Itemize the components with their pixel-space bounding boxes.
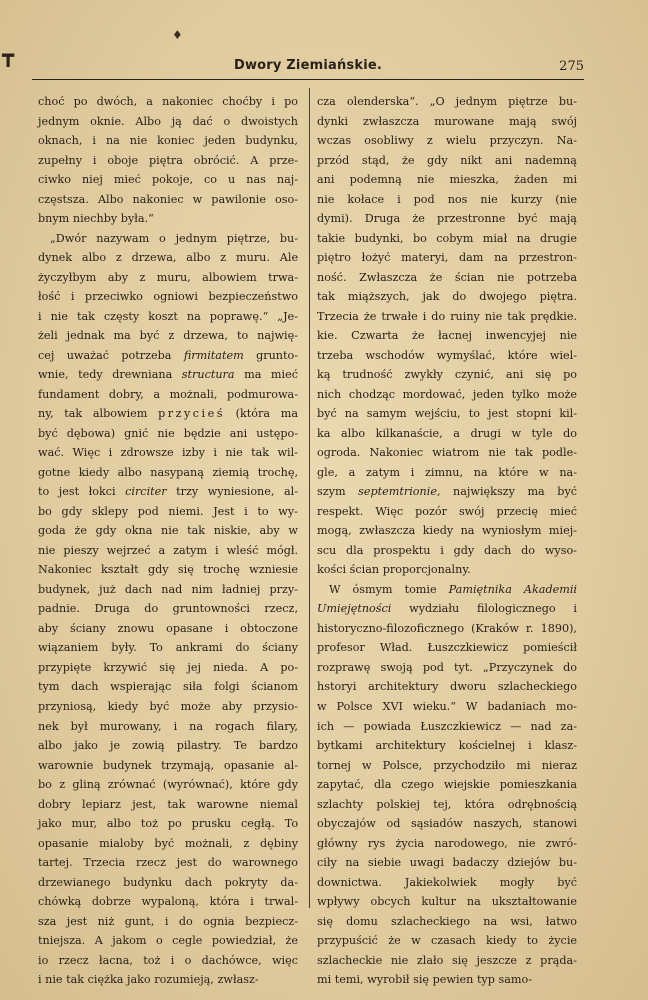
text-line: ich — powiada Łuszczkiewicz — nad za- [317, 719, 578, 733]
text-line: fundament dobry, a możnali, podmurowa- [38, 387, 298, 401]
text-line: oknach, i na nie koniec jeden budynku, [38, 134, 298, 148]
text-line: dymi). Druga że przestronne być mają [317, 212, 577, 226]
text-line: ką trudność zwykły czynić, ani się po [317, 368, 578, 382]
text-line: bytkami architektury kościelnej i klasz- [317, 739, 578, 753]
text-line: dynki zwłaszcza murowane mają swój [317, 114, 578, 128]
text-line: szym septemtrionie, największy ma być [317, 485, 578, 499]
text-line: dobry lepiarz jest, tak warowne niemal [38, 797, 298, 811]
text-line: kości ścian proporcjonalny. [317, 563, 471, 577]
text-line: przypuścić że w czasach kiedy to życie [317, 934, 578, 948]
left-column [38, 92, 298, 990]
text-line: wnie, tedy drewniana structura ma mieć [38, 368, 298, 382]
text-line: budynek, już dach nad nim ładniej przy- [38, 582, 298, 596]
text-line: bnym niechby była.“ [38, 212, 154, 226]
text-line: piętro łożyć materyi, dam na przestron- [317, 251, 577, 265]
text-line: trzeba wschodów wymyślać, które wiel- [317, 348, 578, 362]
text-line: W ósmym tomie Pamiętnika Akademii [329, 582, 577, 596]
text-line: tym dach wspierając siła folgi ścianom [38, 680, 299, 694]
text-line: wpływy obcych kultur na ukształtowanie [317, 895, 577, 909]
text-line: wać. Więc i zdrowsze izby i nie tak wil- [38, 446, 298, 460]
text-line: główny rys życia narodowego, nie zwró- [317, 836, 577, 850]
text-line: albo jako je zowią pilastry. Te bardzo [38, 739, 299, 753]
text-line: aby ściany znowu opasane i obtoczone [38, 621, 299, 635]
text-line: jednym oknie. Albo ją dać o dwoistych [38, 114, 299, 128]
right-column [317, 92, 577, 990]
text-line: tak miąższych, jak do dwojego piętra. [317, 290, 578, 304]
text-line: mogą, zwłaszcza kiedy na wyniosłym miej- [317, 524, 577, 538]
text-line: nich chodząc mordować, jeden tylko może [317, 387, 577, 401]
text-line: zupełny i oboje piętra obrócić. A prze- [38, 153, 299, 167]
text-line: tartej. Trzecia rzecz jest do warownego [38, 856, 298, 870]
text-line: cej uważać potrzeba firmitatem grunto- [38, 348, 298, 362]
text-line: i nie tak ciężka jako rozumieją, zwłasz- [38, 973, 259, 987]
text-line: ani podemną nie mieszka, żaden mi [317, 173, 578, 187]
text-line: bo gdy sklepy pod niemi. Jest i to wy- [38, 504, 298, 518]
ink-spot: ♦ [172, 28, 183, 42]
text-line: io rzecz łacna, toż i o dachówce, więc [38, 953, 299, 967]
text-line: rozprawę swoją pod tyt. „Przyczynek do [317, 660, 578, 674]
margin-stamp-mark: ┳ [2, 43, 15, 67]
page-header [32, 58, 584, 78]
text-line: częstsza. Albo nakoniec w pawilonie oso- [38, 192, 299, 206]
text-line: się domu szlacheckiego na wsi, łatwo [317, 914, 578, 928]
text-line: tniejsza. A jakom o cegle powiedział, że [38, 934, 298, 948]
text-line: respekt. Więc pozór swój przecię mieć [317, 504, 578, 518]
text-line: opasanie mialoby być możnali, z dębiny [38, 836, 299, 850]
text-line: zapytać, dla czego wiejskie pomieszkania [317, 778, 577, 792]
text-line: bo z gliną zrównać (wyrównać), które gdy [38, 778, 299, 792]
text-line: Nakoniec kształt gdy się trochę wzniesie [38, 563, 298, 577]
text-line: goda że gdy okna nie tak niskie, aby w [38, 524, 298, 538]
text-line: ność. Zwłaszcza że ścian nie potrzeba [317, 270, 578, 284]
text-line: cza olenderska“. „O jednym piętrze bu- [317, 95, 577, 108]
text-line: warownie budynek trzymają, opasanie al- [38, 758, 298, 772]
text-line: scu dla prospektu i gdy dach do wyso- [317, 543, 577, 557]
text-line: ka albo kilkanaście, a drugi w tyle do [317, 426, 577, 440]
text-line: przypięte krzywić się jej nieda. A po- [38, 660, 298, 674]
text-line: padnie. Druga do gruntowności rzecz, [38, 602, 299, 616]
text-line: sza jest niż gunt, i do ognia bezpiecz- [38, 914, 299, 928]
text-line: nie pieszy wejrzeć a zatym i wleść mógł. [38, 543, 299, 557]
text-line: hstoryi architektury dworu szlacheckiego [317, 680, 577, 694]
text-line: nek był murowany, i na rogach filary, [38, 719, 298, 733]
text-line: wczas osobliwy z wielu przyczyn. Na- [317, 134, 577, 148]
page-number: 275 [559, 59, 584, 74]
text-line: Umiejętności wydziału filologicznego i [317, 602, 577, 616]
text-line: profesor Wład. Łuszczkiewicz pomieścił [317, 641, 578, 655]
column-divider [309, 88, 310, 908]
text-line: ny, tak albowiem przycieś (która ma [38, 407, 298, 421]
text-line: to jest łokci circiter trzy wyniesione, al- [38, 485, 298, 499]
text-line: choć po dwóch, a nakoniec choćby i po [38, 95, 298, 108]
text-line: szlacheckie nie zlało się jeszcze z prąda- [317, 953, 577, 967]
text-line: łość i przeciwko ogniowi bezpieczeństwo [38, 290, 299, 304]
text-line: historyczno-filozoficznego (Kraków r. 1890), [317, 621, 577, 635]
text-line: i nie tak częsty koszt na poprawę.“ „Je- [38, 309, 298, 323]
running-head: Dwory Ziemiańskie. [233, 58, 383, 73]
text-line: być dębowa) gnić nie będzie ani ustępo- [38, 426, 299, 440]
text-line: obyczajów od sąsiadów naszych, stanowi [317, 817, 577, 831]
text-line: żeli jednak ma być z drzewa, to najwię- [38, 329, 299, 343]
text-line: nie kołace i pod nos nie kurzy (nie [317, 192, 578, 206]
text-line: życzyłbym aby z muru, albowiem trwa- [38, 270, 299, 284]
text-line: kie. Czwarta że łacnej inwencyjej nie [317, 329, 578, 343]
text-line: „Dwór nazywam o jednym piętrze, bu- [50, 231, 299, 245]
text-line: w Polsce XVI wieku.“ W badaniach mo- [317, 699, 578, 713]
text-line: szlachty polskiej tej, która odrębnością [317, 797, 578, 811]
text-line: gle, a zatym i zimnu, na które w na- [317, 465, 577, 479]
text-line: ciły na siebie uwagi badaczy dziejów bu- [317, 856, 578, 870]
text-line: wiązaniem były. To ankrami do ściany [38, 641, 298, 655]
text-line: gotne kiedy albo nasypaną ziemią trochę, [38, 465, 299, 479]
text-line: drzewianego budynku dach pokryty da- [38, 875, 298, 889]
text-line: takie budynki, bo cobym miał na drugie [317, 231, 578, 245]
text-line: przyniosą, kiedy być może aby przysio- [38, 699, 298, 713]
header-rule [32, 79, 584, 80]
text-line: być na samym wejściu, to jest stopni kil- [317, 407, 578, 421]
text-line: chówką dobrze wypaloną, która i trwal- [38, 895, 298, 909]
text-line: ogroda. Nakoniec wiatrom nie tak podle- [317, 446, 577, 460]
text-line: Trzecia że trwałe i do ruiny nie tak prędkie. [317, 309, 578, 323]
text-line: mi temi, wyrobił się pewien typ samo- [317, 973, 533, 987]
text-line: dynek albo z drzewa, albo z muru. Ale [38, 251, 299, 265]
text-line: ciwko niej mieć pokoje, co u nas naj- [38, 173, 299, 187]
text-line: downictwa. Jakiekolwiek mogły być [317, 875, 577, 889]
text-line: tornej w Polsce, przychodziło mi nieraz [317, 758, 578, 772]
text-line: jako mur, albo toż po prusku cegłą. To [38, 817, 299, 831]
text-line: przód stąd, że gdy nikt ani nademną [317, 153, 577, 167]
